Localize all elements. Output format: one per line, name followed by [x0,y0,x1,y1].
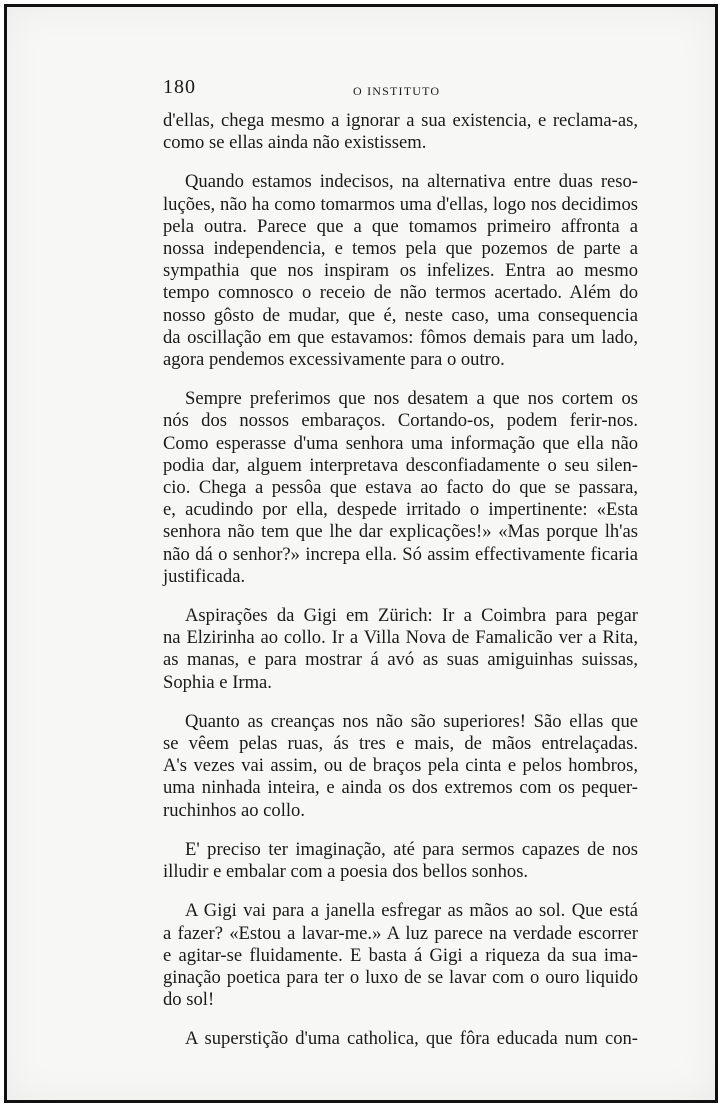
text-line: não dá o senhor?» increpa ella. Só assim effectivamente ficaria [163,543,638,565]
text-line: luções, não ha como tomarmos uma d'ellas, logo nos decidimos [163,193,638,215]
paragraph [163,388,638,588]
text-line: Sempre preferimos que nos desatem a que nos cortem os [185,388,638,410]
paragraph [163,1028,638,1050]
text-line: Sophia e Irma. [163,671,272,693]
text-line: nosso gôsto de mudar, que é, neste caso, uma consequencia [163,304,638,326]
text-line: podia dar, alguem interpretava desconfiadamente o seu silen- [163,454,638,476]
text-line: sympathia que nos inspiram os infelizes. Entra ao mesmo [163,260,638,282]
paragraph [163,900,638,1011]
text-line: nós dos nossos embaraços. Cortando-os, podem ferir-nos. [163,410,638,432]
text-line: A Gigi vai para a janella esfregar as mãos ao sol. Que está [185,900,638,922]
text-line: nossa independencia, e temos pela que pozemos de parte a [163,238,638,260]
text-line: se vêem pelas ruas, ás tres e mais, de mãos entrelaçadas. [163,733,638,755]
paragraph [163,110,638,154]
paragraph [163,711,638,822]
text-line: tempo comnosco o receio de não termos acertado. Além do [163,282,638,304]
text-line: ginação poetica para ter o luxo de se lavar com o ouro liquido [163,966,638,988]
page-number: 180 [163,76,196,98]
text-line: Como esperasse d'uma senhora uma informação que ella não [163,432,638,454]
paragraph [163,839,638,883]
text-line: e agitar-se fluidamente. E basta á Gigi a riqueza da sua ima- [163,944,638,966]
text-line: uma ninhada inteira, e ainda os dos extremos com os pequer- [163,777,638,799]
text-line: a fazer? «Estou a lavar-me.» A luz parece na verdade escorrer [163,922,638,944]
text-line: Aspirações da Gigi em Zürich: Ir a Coimbra para pegar [185,605,638,627]
text-line: da oscillação em que estavamos: fômos demais para um lado, [163,326,638,348]
text-line: illudir e embalar com a poesia dos bellos sonhos. [163,861,529,883]
text-line: agora pendemos excessivamente para o outro. [163,349,505,371]
text-line: as manas, e para mostrar á avó as suas amiguinhas suissas, [163,649,638,671]
running-head: O INSTITUTO [353,84,441,98]
text-line: na Elzirinha ao collo. Ir a Villa Nova de Famalicão ver a Rita, [163,627,638,649]
text-line: pela outra. Parece que a que tomamos primeiro affronta a [163,215,638,237]
text-line: A superstição d'uma catholica, que fôra educada num con- [185,1028,638,1050]
page-header [163,70,638,98]
text-line: Quando estamos indecisos, na alternativa entre duas reso- [185,171,638,193]
text-line: como se ellas ainda não existissem. [163,132,427,154]
body-text [163,110,638,1051]
text-line: d'ellas, chega mesmo a ignorar a sua existencia, e reclama-as, [163,110,638,131]
text-line: cio. Chega a pessôa que estava ao facto do que se passara, [163,477,638,499]
text-line: e, acudindo por ella, despede irritado o impertinente: «Esta [163,499,638,521]
book-page [163,70,638,1068]
text-line: E' preciso ter imaginação, até para sermos capazes de nos [185,838,638,860]
text-line: senhora não tem que lhe dar explicações!» «Mas porque lh'as [163,521,638,543]
text-line: Quanto as creanças nos não são superiores! São ellas que [185,710,638,732]
text-line: justificada. [163,565,246,587]
text-line: A's vezes vai assim, ou de braços pela cinta e pelos hombros, [163,755,638,777]
text-line: do sol! [163,989,215,1011]
paragraph [163,171,638,371]
text-line: ruchinhos ao collo. [163,799,306,821]
paragraph [163,605,638,694]
